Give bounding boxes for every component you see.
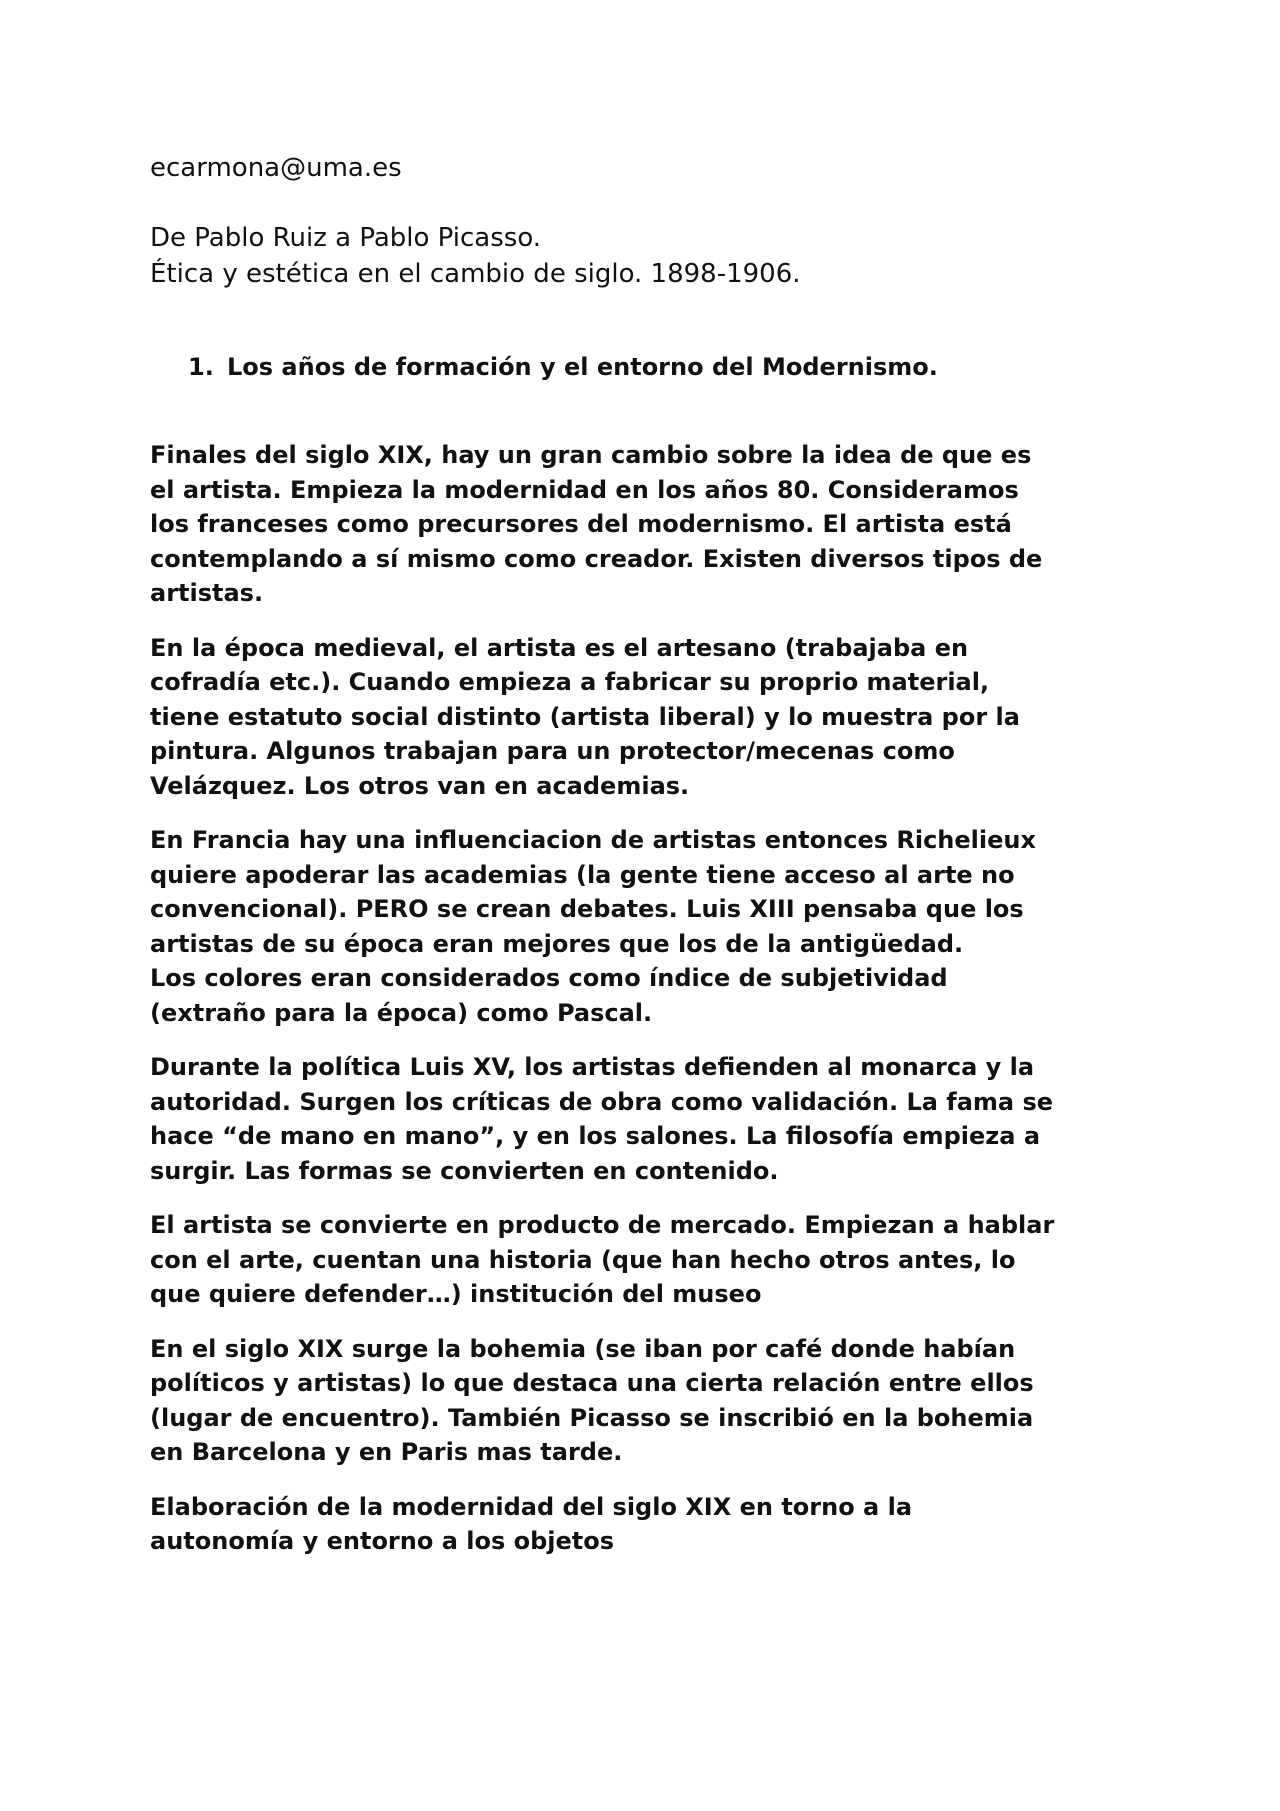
body-text [150,438,1150,1559]
paragraph: Durante la política Luis XV, los artistas defienden al monarca y la autoridad. Surgen los críticas de obra como validación. La fama se hace “de mano en mano”, y en los salones. La filosofía empieza a surgir. Las formas se convierten en contenido. [150,1053,1054,1185]
document-title [150,220,1150,292]
title-line-2: Ética y estética en el cambio de siglo. 1898-1906. [150,259,801,289]
section-number: 1. [188,353,214,381]
document-page [150,150,1150,1579]
paragraph: Elaboración de la modernidad del siglo XIX en torno a la autonomía y entorno a los objetos [150,1492,913,1555]
paragraph: El artista se convierte en producto de mercado. Empiezan a hablar con el arte, cuentan una historia (que han hecho otros antes, lo que quiere defender…) institución del museo [150,1211,1055,1308]
paragraph: Finales del siglo XIX, hay un gran cambio sobre la idea de que es el artista. Empieza la modernidad en los años 80. Consideramos los franceses como precursores del modernismo. El artista está contemplando a sí mismo como creador. Existen diversos tipos de artistas. [150,441,1043,607]
paragraph: En Francia hay una influenciacion de artistas entonces Richelieux quiere apoderar las academias (la gente tiene acceso al arte no convencional). PERO se crean debates. Luis XIII pensaba que los artistas de su época eran mejores que los de la antigüedad. Los colores eran considerados como índice de subjetividad (extraño para la época) como Pascal. [150,826,1036,1027]
paragraph: En la época medieval, el artista es el artesano (trabajaba en cofradía etc.). Cuando empieza a fabricar su proprio material, tiene estatuto social distinto (artista liberal) y lo muestra por la pintura. Algunos trabajan para un protector/mecenas como Velázquez. Los otros van en academias. [150,633,1020,800]
section-heading-list [150,350,1150,384]
section-heading-text: Los años de formación y el entorno del Modernismo. [227,353,938,381]
author-email: ecarmona@uma.es [150,153,402,183]
title-line-1: De Pablo Ruiz a Pablo Picasso. [150,223,542,253]
section-heading [188,350,1150,384]
paragraph: En el siglo XIX surge la bohemia (se iban por café donde habían políticos y artistas) lo que destaca una cierta relación entre ellos (lugar de encuentro). También Picasso se inscribió en la bohemia en Barcelona y en Paris mas tarde. [150,1334,1034,1466]
